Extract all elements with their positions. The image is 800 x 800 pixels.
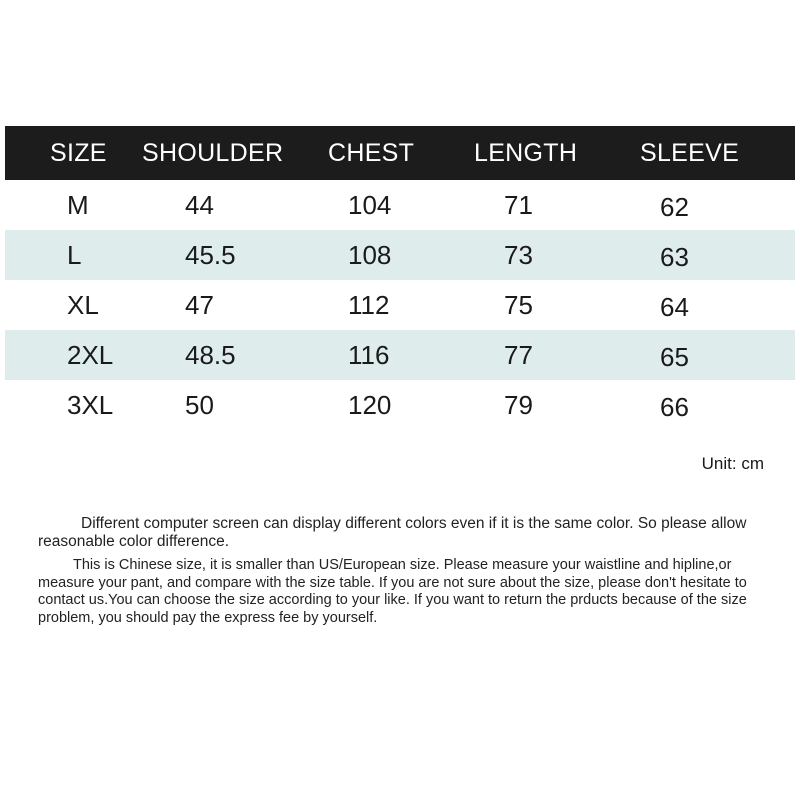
cell-shoulder: 50 <box>185 390 214 420</box>
table-row <box>5 180 795 230</box>
table-row <box>5 330 795 380</box>
cell-sleeve: 64 <box>660 292 689 322</box>
cell-chest: 112 <box>348 290 390 320</box>
table-row <box>5 380 795 430</box>
cell-sleeve: 65 <box>660 342 689 372</box>
cell-chest: 116 <box>348 340 390 370</box>
cell-size: XL <box>67 290 99 320</box>
cell-chest: 104 <box>348 190 392 220</box>
size-table <box>5 126 795 430</box>
cell-length: 73 <box>504 240 533 270</box>
cell-sleeve: 66 <box>660 392 689 422</box>
cell-length: 75 <box>504 290 533 320</box>
cell-shoulder: 48.5 <box>185 340 236 370</box>
cell-length: 71 <box>504 190 533 220</box>
cell-chest: 108 <box>348 240 392 270</box>
unit-label: Unit: cm <box>701 454 764 473</box>
cell-size: 3XL <box>67 390 114 420</box>
cell-sleeve: 63 <box>660 242 689 272</box>
table-row <box>5 230 795 280</box>
cell-size: 2XL <box>67 340 114 370</box>
cell-sleeve: 62 <box>660 192 689 222</box>
header-size: SIZE <box>50 139 107 167</box>
header-shoulder: SHOULDER <box>142 139 284 167</box>
cell-shoulder: 45.5 <box>185 240 236 270</box>
header-length: LENGTH <box>474 139 578 167</box>
cell-length: 79 <box>504 390 533 420</box>
header-sleeve: SLEEVE <box>640 139 740 167</box>
cell-size: M <box>67 190 89 220</box>
cell-shoulder: 44 <box>185 190 214 220</box>
cell-length: 77 <box>504 340 533 370</box>
cell-shoulder: 47 <box>185 290 214 320</box>
color-disclaimer: Different computer screen can display different colors even if it is the same color. So please allow reasonable color difference. <box>38 515 747 550</box>
cell-chest: 120 <box>348 390 392 420</box>
table-header <box>5 126 795 180</box>
cell-size: L <box>67 240 82 270</box>
size-disclaimer: This is Chinese size, it is smaller than US/European size. Please measure your waistline and hipline,or measure your pant, and compare with the size table. If you are not sure about the size, please don't hesitate to contact us.You can choose the size according to your like. If you want to return the prducts because of the size problem, you should pay the express fee by yourself. <box>38 557 747 626</box>
header-chest: CHEST <box>328 139 415 167</box>
table-row <box>5 280 795 330</box>
